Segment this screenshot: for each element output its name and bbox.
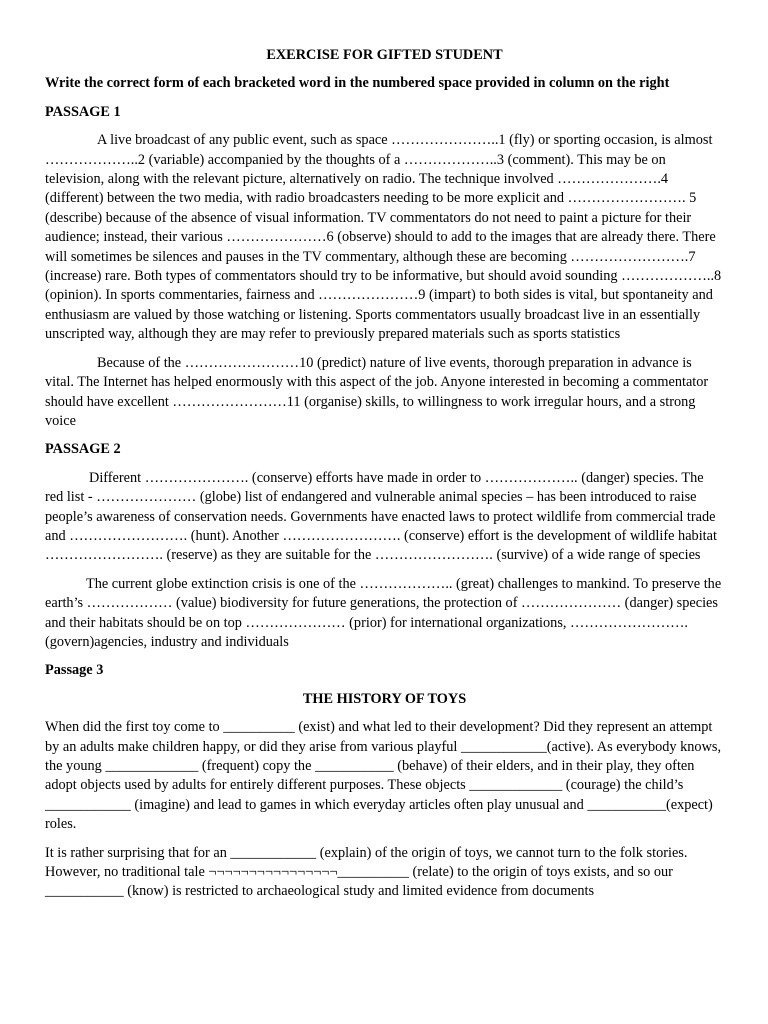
document-title: EXERCISE FOR GIFTED STUDENT bbox=[266, 47, 503, 63]
passage-2-paragraph-2: The current globe extinction crisis is one of the ……………….. (great) challenges to mankind. To preserve the earth’s ……………… (value) biodiversity for future generations, the protection of ………………… (danger) species and their habitats should be on top ………………… (prior) for international organizations, ……………………. (govern)agencies, industry and individuals bbox=[45, 575, 722, 650]
passage-3-paragraph-2: It is rather surprising that for an ____________ (explain) of the origin of toys, we cannot turn to the folk stories. However, no traditional tale ¬¬¬¬¬¬¬¬¬¬¬¬¬¬¬¬__________ (relate) to the origin of toys exists, and so our ___________ (know) is restricted to archaeological study and limited evidence from documents bbox=[45, 844, 688, 900]
passage-3-paragraph-1: When did the first toy come to __________ (exist) and what led to their development? Did they represent an attempt by an adults make children happy, or did they arise from various playful ____________(active). As everybody knows, the young _____________ (frequent) copy the ___________ (behave) of their elders, and in their play, they often adopt objects used by adults for entirely different purposes. These objects _____________ (courage) the child’s ____________ (imagine) and lead to games in which everyday articles often play unusual and ___________(expect) roles. bbox=[45, 719, 722, 833]
passage-3-title: THE HISTORY OF TOYS bbox=[302, 690, 467, 707]
exercise-instruction: Write the correct form of each bracketed word in the numbered space provided in column on the right bbox=[45, 75, 670, 92]
passage-1-paragraph-2: Because of the ……………………10 (predict) nature of live events, thorough preparation in advance is vital. The Internet has helped enormously with this aspect of the job. Anyone interested in becoming a commentator should have excellent ……………………11 (organise) skills, to willingness to work irregular hours, and a strong voice bbox=[45, 354, 709, 429]
passage-3-heading: Passage 3 bbox=[45, 662, 104, 679]
passage-1-paragraph-1: A live broadcast of any public event, such as space …………………..1 (fly) or sporting occasion, is almost ………………..2 (variable) accompanied by the thoughts of a ………………..3 (comment). This may be on television, along with the relevant picture, alternatively on radio. The technique involved ………………….4 (different) between the two media, with radio broadcasters needing to be more explicit and ……………………. 5 (describe) because of the absence of visual information. TV commentators do not need to paint a picture for their audience; instead, their various …………………6 (observe) should to add to the images that are already there. There will sometimes be silences and pauses in the TV commentary, although these are becoming …………………….7 (increase) rare. Both types of commentators should try to be informative, but should avoid sounding ………………..8 (opinion). In sports commentaries, fairness and …………………9 (impart) to both sides is vital, but spontaneity and enthusiasm are valued by those watching or listening. Sports commentators usually broadcast live in an essentially unscripted way, although they are may refer to previously prepared materials such as sports statistics bbox=[45, 132, 722, 343]
passage-1-heading: PASSAGE 1 bbox=[45, 103, 121, 120]
passage-2-paragraph-1: Different …………………. (conserve) efforts have made in order to ……………….. (danger) species. The red list - ………………… (globe) list of endangered and vulnerable animal species – has been introduced to raise people’s awareness of conservation needs. Governments have enacted laws to protect wildlife from commercial trade and ……………………. (hunt). Another ……………………. (conserve) effort is the development of wildlife habitat ……………………. (reserve) as they are suitable for the ……………………. (survive) of a wide range of species bbox=[45, 469, 717, 564]
passage-2-heading: PASSAGE 2 bbox=[45, 441, 121, 458]
